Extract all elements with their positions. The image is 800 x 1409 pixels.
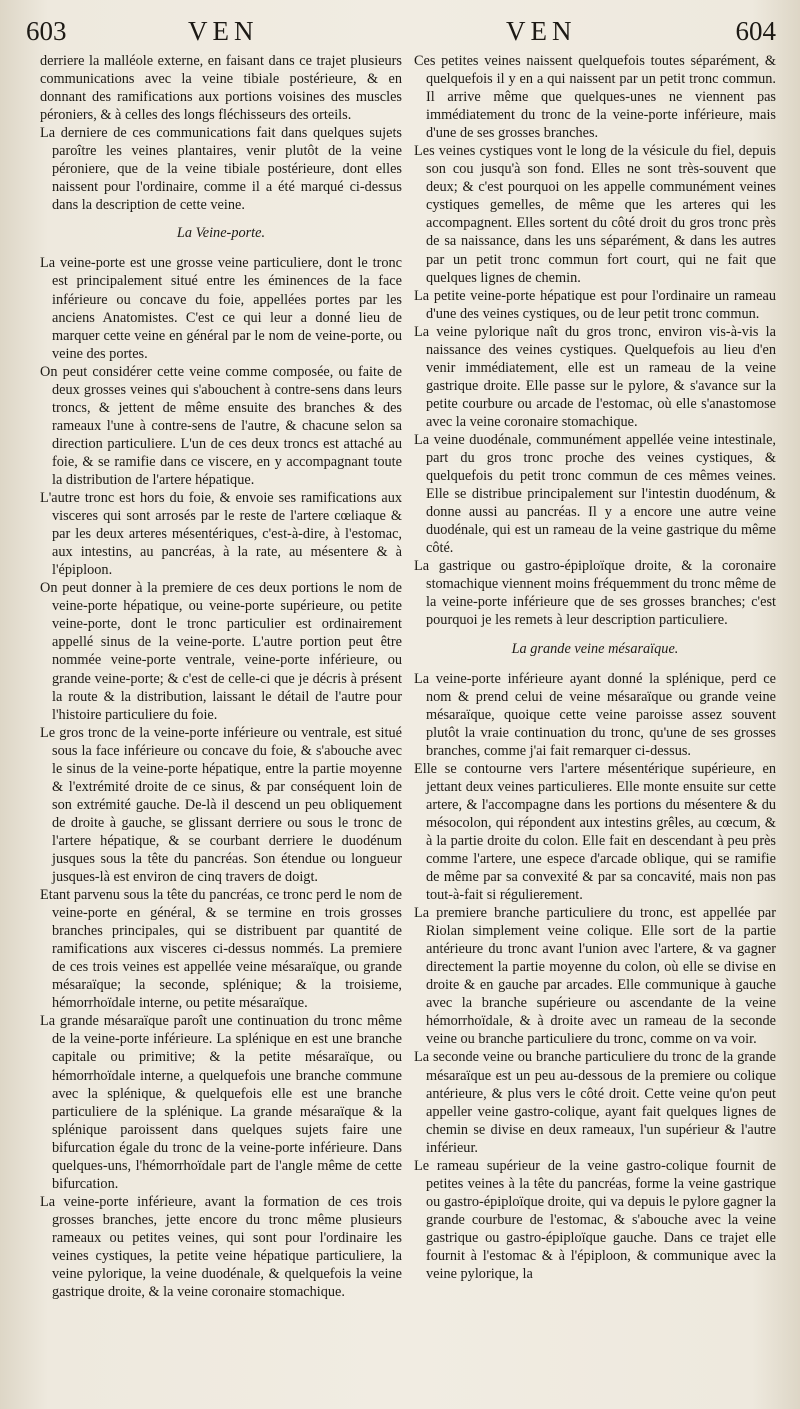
paragraph: La veine-porte inférieure, avant la formation de ces trois grosses branches, jette encore du tronc même plusieurs rameaux ou petites veines, qui sont pour l'ordinaire les veines cystiques, la petite veine hépatique particuliere, la veine pylorique, la veine duodénale, & quelquefois la veine gastrique droite, & la veine coronaire stomachique. [40,1193,402,1301]
paragraph: La veine pylorique naît du gros tronc, environ vis-à-vis la naissance des veines cystiques. Quelquefois au lieu d'en venir immédiatement, elle est un rameau de la veine gastrique droite. Elle passe sur le pylore, & s'avance sur la petite courbure ou arcade de l'estomac, où elle s'anastomose avec la veine coronaire stomachique. [414,323,776,430]
page-number-right: 604 [735,16,776,46]
paragraph: Elle se contourne vers l'artere mésentérique supérieure, en jettant deux veines particulieres. Elle monte ensuite sur cette artere, & l'accompagne dans les portions du mésentere & du mésocolon, qui répondent aux intestins grêles, au cœcum, & à la partie droite du colon. Elle fait en descendant à peu près comme l'artere, une espece d'arcade oblique, qui se ramifie de même par sa convexité & par sa concavité, mais non pas tout-à-fait si régulierement. [414,760,776,904]
paragraph: Les veines cystiques vont le long de la vésicule du fiel, depuis son cou jusqu'à son fond. Elles ne sont très-souvent que deux; & c'est pourquoi on les appelle communément veines cystiques gemelles, de même que les arteres qui les accompagnent. Elles sortent du côté droit du gros tronc près de sa naissance, dans les uns séparément, & dans les autres par un petit tronc commun fort court, qui ne fait que quelques lignes de chemin. [414,143,776,286]
right-column [414,52,778,1397]
paragraph: Ces petites veines naissent quelquefois toutes séparément, & quelquefois il y en a qui naissent par un petit tronc commun. Il arrive même que quelques-unes ne viennent pas immédiatement du tronc de la veine-porte inférieure, mais d'une de ses grosses branches. [414,53,776,142]
left-column [26,52,402,1397]
paragraph: derriere la malléole externe, en faisant dans ce trajet plusieurs communications avec la veine tibiale postérieure, & en donnant des ramifications aux portions voisines des muscles péroniers, & à celles des longs fléchisseurs des orteils. [40,53,402,124]
section-heading: La grande veine mésaraïque. [511,640,679,657]
paragraph: La petite veine-porte hépatique est pour l'ordinaire un rameau d'une des veines cystiques, ou de leur petit tronc commun. [414,287,776,322]
section-heading: La Veine-porte. [176,225,266,242]
paragraph: La seconde veine ou branche particuliere du tronc de la grande mésaraïque est un peu au-dessous de la premiere ou colique antérieure, & plus vers le côté droit. Cette veine qu'on peut appeller veine gastro-colique, ayant fait quelques lignes de chemin se divise en deux rameaux, l'un supérieur & l'autre inférieur. [414,1049,776,1156]
paragraph: La veine duodénale, communément appellée veine intestinale, part du gros tronc proche des veines cystiques, & quelquefois du petit tronc commun de ces mêmes veines. Elle se distribue principalement sur l'intestin duodénum, & donne aussi au pancréas. Il y a encore une autre veine duodénale, qui est un rameau de la veine gastrique du même côté. [414,431,776,557]
text-columns [26,52,778,1397]
running-head-right: VEN [506,16,577,46]
page-header [26,12,778,52]
paragraph: La veine-porte est une grosse veine particuliere, dont le tronc est principalement situé entre les éminences de la face inférieure ou concave du foie, appellées portes par les anciens Anatomistes. C'est ce qui leur a donné lieu de marquer cette veine en général par le nom de veine-porte, ou veine des portes. [40,255,402,362]
paragraph: Le gros tronc de la veine-porte inférieure ou ventrale, est situé sous la face inférieure ou concave du foie, & s'abouche avec le sinus de la veine-porte hépatique, entre la partie moyenne & l'extrémité droite de ce sinus, & par conséquent loin de son extrémité gauche. De-là il descend un peu obliquement de droite à gauche, se glissant derriere ou sous le tronc de l'artere hépatique, & se courbant derriere le duodénum jusques sous la tête du pancréas. Son étendue ou longueur jusques-là est environ de cinq travers de doigt. [40,724,402,886]
paragraph: On peut donner à la premiere de ces deux portions le nom de veine-porte hépatique, ou veine-porte supérieure, ou petite veine-porte, dont le tronc particulier est ordinairement appellé sinus de la veine-porte. L'autre portion peut être nommée veine-porte ventrale, veine-porte inférieure, ou grande veine-porte; & c'est de celle-ci que je décris à présent la route & la distribution, laissant le détail de l'autre pour l'histoire particuliere du foie. [40,580,402,723]
paragraph: La premiere branche particuliere du tronc, est appellée par Riolan simplement veine colique. Elle sort de la partie antérieure du tronc avant l'union avec l'artere, & va gagner directement la partie moyenne du colon, où elle se divise en droite & en gauche par arcades. Elle communique à gauche avec la branche supérieure ou ascendante de la veine hémorrhoïdale, & à droite avec un rameau de la seconde veine ou branche particuliere du tronc, comme on va voir. [414,905,776,1048]
paragraph: On peut considérer cette veine comme composée, ou faite de deux grosses veines qui s'abouchent à contre-sens dans leurs troncs, & jettent de même ensuite des branches & des rameaux l'une à contre-sens de l'autre, & chacune selon sa direction particuliere. L'un de ces deux troncs est attaché au foie, & se ramifie dans ce viscere, en y accompagnant toute la distribution de l'artere hépatique. [40,363,402,488]
paragraph: L'autre tronc est hors du foie, & envoie ses ramifications aux visceres qui sont arrosés par le reste de l'artere cœliaque & par les deux arteres mésentériques, c'est-à-dire, à l'estomac, aux intestins, au pancréas, à la rate, au mésentere & à l'épiploon. [40,490,402,579]
page-number-left: 603 [26,16,67,46]
paragraph: La derniere de ces communications fait dans quelques sujets paroître les veines plantaires, venir plutôt de la veine péroniere, que de la veine tibiale postérieure, dont elles naissent pour l'ordinaire, comme il a été marqué ci-dessus dans la description de cette veine. [40,125,402,214]
paragraph: La grande mésaraïque paroît une continuation du tronc même de la veine-porte inférieure. La splénique en est une branche capitale ou primitive; & la petite mésaraïque, ou hémorrhoïdale interne, a quelquefois une branche commune avec la splénique, & quelquefois elle est une branche particuliere de la splénique. La grande mésaraïque & la splénique paroissent dans quelques sujets faire une bifurcation égale du tronc de la veine-porte inférieure. Dans quelques-uns, l'hémorrhoïdale part de l'angle même de cette bifurcation. [40,1013,402,1192]
paragraph: Etant parvenu sous la tête du pancréas, ce tronc perd le nom de veine-porte en général, & se termine en trois grosses branches principales, qui se distribuent par quantité de ramifications aux visceres ci-dessus nommés. La premiere de ces trois veines est appellée veine mésaraïque, ou grande mésaraïque; la seconde, splénique; & la troisieme, hémorrhoïdale interne, ou petite mésaraïque. [40,887,402,1012]
paragraph: La gastrique ou gastro-épiploïque droite, & la coronaire stomachique viennent moins fréquemment du tronc même de la veine-porte inférieure que de ses grosses branches; c'est pourquoi je les remets à leur description particuliere. [414,558,776,629]
paragraph: Le rameau supérieur de la veine gastro-colique fournit de petites veines à la tête du pancréas, forme la veine gastrique ou gastro-épiploïque droite, qui va depuis le pylore gagner la grande courbure de l'estomac, & s'abouche avec la veine gastrique ou gastro-épiploïque gauche. Dans ce trajet elle fournit à l'estomac & à l'épiploon, & communique avec la veine pylorique, la [414,1157,776,1283]
running-head-left: VEN [188,16,259,46]
paragraph: La veine-porte inférieure ayant donné la splénique, perd ce nom & prend celui de veine mésaraïque ou grande veine mésaraïque, quoique cette veine paroisse assez souvent plutôt la vraie continuation du tronc, qu'une de ses grosses branches, comme j'ai fait remarquer ci-dessus. [414,670,776,759]
